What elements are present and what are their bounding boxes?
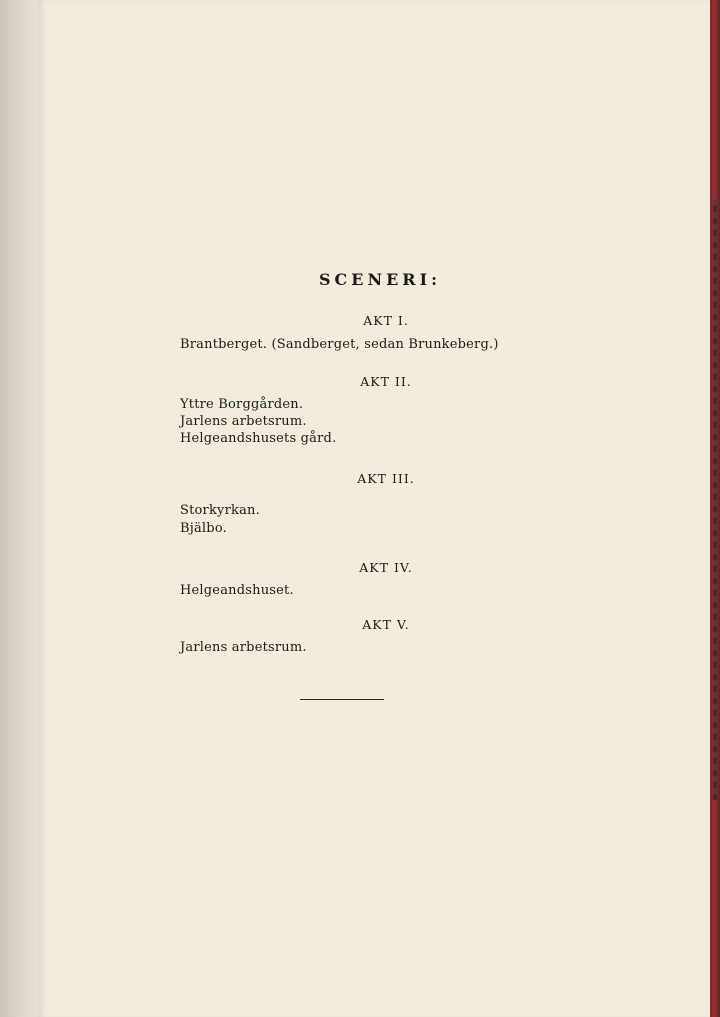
- page-heading: SCENERI:: [319, 270, 441, 289]
- book-gutter: [0, 0, 38, 1017]
- act-label: AKT II.: [360, 374, 412, 389]
- scene-line: Jarlens arbetsrum.: [180, 640, 307, 655]
- scene-line: Helgeandshuset.: [180, 583, 294, 598]
- scene-line: Jarlens arbetsrum.: [180, 414, 307, 429]
- act-label: AKT III.: [357, 471, 415, 486]
- scene-line: Yttre Borggården.: [180, 397, 304, 412]
- act-label: AKT IV.: [359, 560, 413, 575]
- marbled-edge-pattern: [713, 200, 717, 800]
- book-page: [38, 0, 710, 1017]
- book-cover-edge: [710, 0, 720, 1017]
- act-label: AKT I.: [363, 313, 409, 328]
- closing-rule: [300, 699, 384, 700]
- act-label: AKT V.: [362, 617, 410, 632]
- scene-line: Helgeandshusets gård.: [180, 431, 337, 446]
- scene-line: Bjälbo.: [180, 521, 227, 536]
- scene-line: Storkyrkan.: [180, 503, 260, 518]
- scene-line: Brantberget. (Sandberget, sedan Brunkeberg.): [180, 337, 499, 352]
